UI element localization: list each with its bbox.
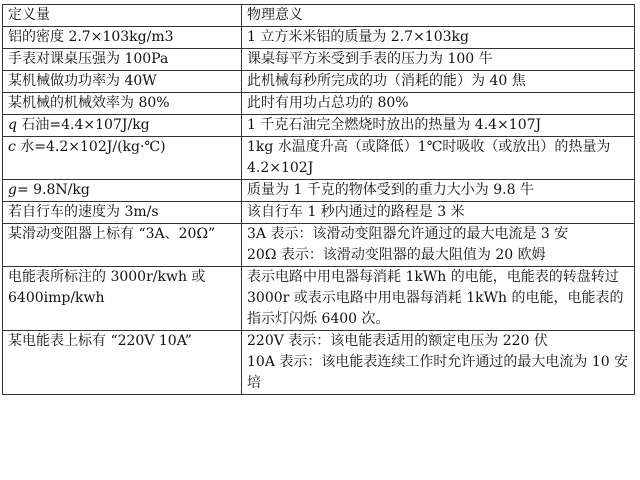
- row-quantity: 某机械做功功率为 40W: [3, 71, 242, 93]
- table-row: [3, 180, 635, 202]
- row-meaning: 此机械每秒所完成的功（消耗的能）为 40 焦: [242, 71, 635, 93]
- row-meaning: [242, 331, 635, 395]
- row-quantity: 铝的密度 2.7×103kg/m3: [3, 27, 242, 49]
- row-meaning: 质量为 1 千克的物体受到的重力大小为 9.8 牛: [242, 180, 635, 202]
- table-header-row: [3, 5, 635, 27]
- header-meaning: 物理意义: [242, 5, 635, 27]
- physics-definition-table: [2, 4, 635, 395]
- quantity-symbol: c: [8, 139, 16, 155]
- meaning-paragraph: 20Ω 表示：该滑动变阻器的最大阻值为 20 欧姆: [247, 247, 546, 263]
- meaning-paragraph: 220V 表示：该电能表适用的额定电压为 220 伏: [247, 333, 548, 349]
- row-meaning: 表示电路中用电器每消耗 1kWh 的电能，电能表的转盘转过 3000r 或表示电路中用电器每消耗 1kWh 的电能，电能表的指示灯闪烁 6400 次。: [242, 267, 635, 331]
- table-row: [3, 267, 635, 331]
- table-row: [3, 115, 635, 137]
- row-quantity: [3, 115, 242, 137]
- table-row: [3, 224, 635, 267]
- quantity-value: 石油=4.4×107J/kg: [16, 117, 150, 133]
- row-quantity: 手表对课桌压强为 100Pa: [3, 49, 242, 71]
- quantity-symbol: g: [8, 182, 17, 198]
- row-quantity: 电能表所标注的 3000r/kwh 或 6400imp/kwh: [3, 267, 242, 331]
- quantity-value: = 9.8N/kg: [16, 182, 90, 198]
- meaning-paragraph: 3A 表示：该滑动变阻器允许通过的最大电流是 3 安: [247, 226, 569, 242]
- quantity-symbol: q: [8, 117, 17, 133]
- table-row: [3, 49, 635, 71]
- row-meaning: 课桌每平方米受到手表的压力为 100 牛: [242, 49, 635, 71]
- row-meaning: 此时有用功占总功的 80%: [242, 93, 635, 115]
- row-quantity: [3, 137, 242, 180]
- header-definition: 定义量: [3, 5, 242, 27]
- row-meaning: 1 立方米米铝的质量为 2.7×103kg: [242, 27, 635, 49]
- meaning-paragraph: 10A 表示：该电能表连续工作时允许通过的最大电流为 10 安培: [247, 354, 629, 391]
- table-row: [3, 202, 635, 224]
- table-row: [3, 27, 635, 49]
- row-meaning: 1kg 水温度升高（或降低）1℃时吸收（或放出）的热量为 4.2×102J: [242, 137, 635, 180]
- row-meaning: [242, 224, 635, 267]
- row-quantity: 某机械的机械效率为 80%: [3, 93, 242, 115]
- table-row: [3, 93, 635, 115]
- quantity-value: 水=4.2×102J/(kg·℃): [15, 139, 166, 155]
- row-quantity: [3, 180, 242, 202]
- table-row: [3, 71, 635, 93]
- row-quantity: 若自行车的速度为 3m/s: [3, 202, 242, 224]
- row-meaning: 1 千克石油完全燃烧时放出的热量为 4.4×107J: [242, 115, 635, 137]
- row-quantity: 某电能表上标有 “220V 10A”: [3, 331, 242, 395]
- table-row: [3, 331, 635, 395]
- row-quantity: 某滑动变阻器上标有 “3A、20Ω”: [3, 224, 242, 267]
- table-row: [3, 137, 635, 180]
- row-meaning: 该自行车 1 秒内通过的路程是 3 米: [242, 202, 635, 224]
